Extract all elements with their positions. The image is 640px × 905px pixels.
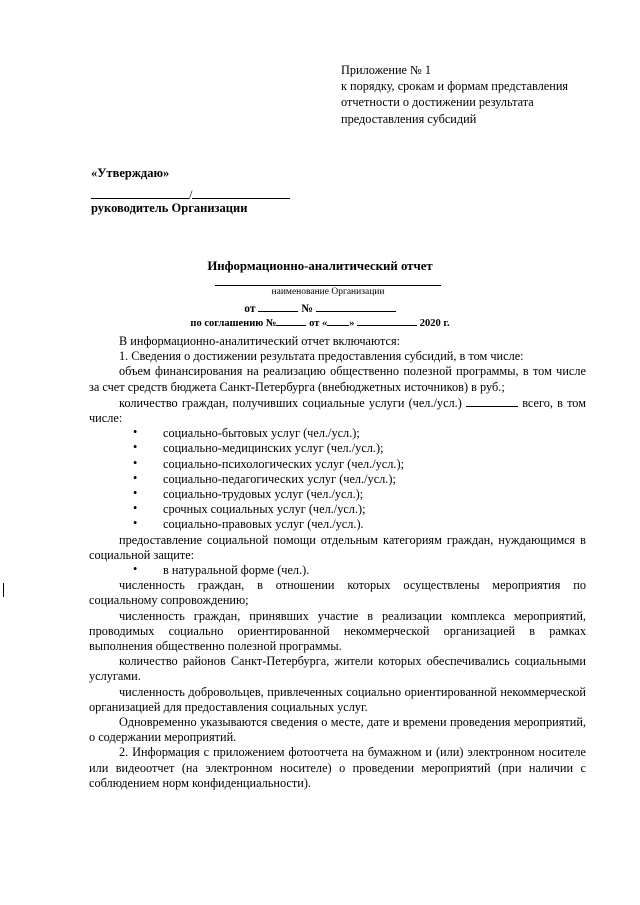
intro-paragraph: В информационно-аналитический отчет включаются: (119, 334, 401, 348)
volunteers-paragraph: численность добровольцев, привлеченных социально ориентированной некоммерческой организацией для предоставления социальных услуг. (89, 684, 586, 714)
service-label: социально-психологических услуг (чел./усл.); (163, 456, 404, 471)
agreement-month-field (357, 314, 417, 326)
signature-field (91, 187, 189, 199)
signature-line (91, 187, 290, 201)
agreement-day-field (327, 314, 349, 326)
list-item (89, 457, 586, 472)
agreement-year: 2020 г. (419, 318, 450, 329)
social-aid-paragraph: предоставление социальной помощи отдельным категориям граждан, нуждающимся в социальной защите: (89, 532, 586, 562)
service-label: социально-трудовых услуг (чел./усл.); (163, 487, 364, 502)
citizens-served-text: количество граждан, получивших социальные услуги (чел./усл.) (119, 395, 462, 410)
signature-slash: / (189, 188, 193, 202)
list-item (89, 472, 586, 487)
bullet-icon: • (133, 486, 138, 501)
bullet-icon: • (133, 440, 138, 455)
agreement-quote-close: » (349, 318, 355, 329)
service-label: срочных социальных услуг (чел./усл.); (163, 502, 366, 517)
head-position: руководитель Организации (91, 201, 248, 215)
agreement-label: по соглашению № (190, 318, 277, 329)
section-2-paragraph: 2. Информация с приложением фотоотчета на бумажном и (или) электронном носителе или видеоотчет (на электронном носителе) о проведении мероприятий (при наличии с соблюдением норм конфиденциальности). (89, 745, 586, 790)
services-list (89, 426, 586, 532)
event-details-paragraph: Одновременно указываются сведения о месте, дате и времени проведения мероприятий, о содержании мероприятий. (89, 715, 586, 745)
service-label: социально-правовых услуг (чел./усл.). (163, 517, 364, 532)
list-item (89, 426, 586, 441)
list-item (89, 517, 586, 532)
service-label: социально-бытовых услуг (чел./усл.); (163, 426, 360, 441)
report-title: Информационно-аналитический отчет (207, 259, 433, 273)
support-paragraph: численность граждан, в отношении которых осуществлены мероприятия по социальному сопровождению; (89, 578, 586, 608)
approval-block (91, 166, 290, 216)
districts-paragraph: количество районов Санкт-Петербурга, жители которых обеспечивались социальными услугами. (89, 654, 586, 684)
service-label: социально-педагогических услуг (чел./усл.); (163, 471, 396, 486)
citizens-served-paragraph (89, 395, 586, 426)
list-item (89, 502, 586, 517)
from-label: от (244, 303, 256, 315)
participants-paragraph: численность граждан, принявших участие в реализации комплекса мероприятий, проводимых социально ориентированной некоммерческой организацией в рамках выполнения общественно полезной программы. (89, 608, 586, 654)
report-body (89, 334, 586, 791)
list-item (89, 487, 586, 502)
section-1-heading: 1. Сведения о достижении результата предоставления субсидий, в том числе: (119, 349, 524, 364)
number-label: № (301, 303, 313, 315)
approve-label: «Утверждаю» (91, 166, 170, 180)
bullet-icon: • (133, 501, 138, 516)
funding-paragraph: объем финансирования на реализацию общественно полезной программы, в том числе за счет средств бюджета Санкт-Петербурга (внебюджетных источников) в руб.; (89, 364, 586, 394)
bullet-icon: • (133, 425, 138, 440)
citizens-total-field (466, 395, 518, 407)
scan-margin-mark (3, 583, 4, 597)
appendix-block (341, 62, 611, 127)
agreement-line (0, 314, 640, 329)
appendix-number: Приложение № 1 (341, 63, 432, 77)
aid-label: в натуральной форме (чел.). (163, 563, 310, 578)
date-field (258, 300, 298, 312)
citizens-served-tail: всего, в том числе: (89, 395, 586, 426)
list-item (89, 563, 586, 578)
org-name-caption: наименование Организации (215, 285, 441, 297)
service-label: социально-медицинских услуг (чел./усл.); (163, 441, 384, 456)
name-field (192, 187, 290, 199)
list-item (89, 441, 586, 456)
agreement-number-field (276, 314, 306, 326)
agreement-from-label: от « (309, 318, 328, 329)
bullet-icon: • (133, 562, 138, 577)
bullet-icon: • (133, 470, 138, 485)
report-date-number (0, 300, 640, 315)
appendix-line: предоставления субсидий (341, 111, 477, 126)
bullet-icon: • (133, 516, 138, 531)
bullet-icon: • (133, 455, 138, 470)
aid-list (89, 563, 586, 578)
number-field (316, 300, 396, 312)
appendix-line: к порядку, срокам и формам представления (341, 79, 569, 94)
appendix-line: отчетности о достижении результата (341, 95, 534, 110)
